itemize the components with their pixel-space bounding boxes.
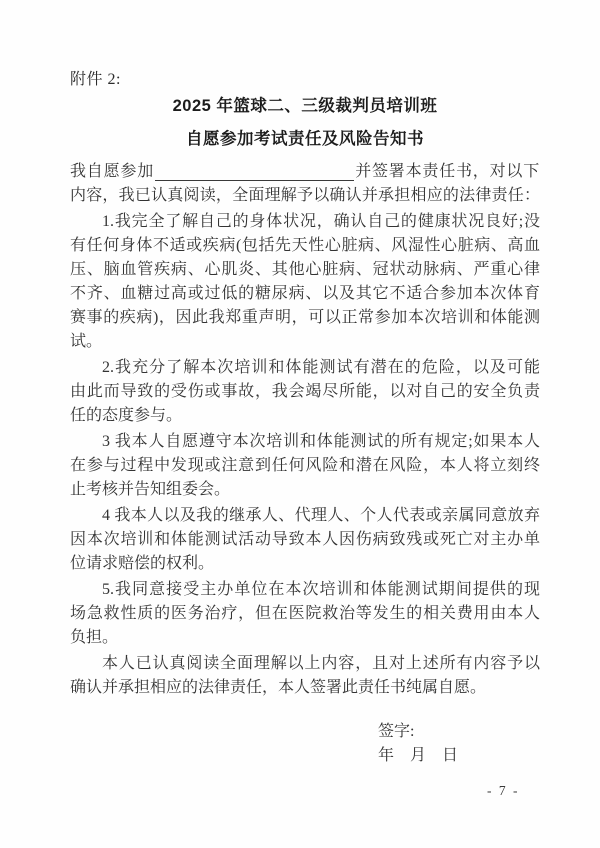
- opening-paragraph: [70, 160, 540, 208]
- signature-label: 签字:: [378, 723, 415, 740]
- body-paragraphs: [70, 210, 540, 700]
- opening-line-2: 内容，我已认真阅读，全面理解予以确认并承担相应的法律责任：: [70, 187, 540, 204]
- paragraph-line: 不齐、血糖过高或过低的糖尿病、以及其它不适合参加本次体育: [70, 285, 540, 302]
- attachment-label: 附件 2:: [70, 71, 121, 88]
- body-paragraph: [70, 652, 540, 700]
- paragraph-line: 由此而导致的受伤或事故，我会竭尽所能，以对自己的安全负责: [70, 383, 540, 400]
- paragraph-line: 本人已认真阅读全面理解以上内容，且对上述所有内容予以: [102, 655, 540, 672]
- paragraph-line: 任的态度参与。: [70, 407, 183, 424]
- paragraph-line: 赛事的疾病)，因此我郑重声明，可以正常参加本次培训和体能测: [70, 309, 540, 326]
- paragraph-line: 负担。: [70, 629, 119, 646]
- paragraph-line: 4 我本人以及我的继承人、代理人、个人代表或亲属同意放弃: [102, 507, 540, 524]
- paragraph-line: 2.我充分了解本次培训和体能测试有潜在的危险，以及可能: [102, 359, 540, 376]
- paragraph-line: 压、脑血管疾病、心肌炎、其他心脏病、冠状动脉病、严重心律: [70, 261, 540, 278]
- body-paragraph: [70, 578, 540, 650]
- doc-title-line1: 2025 年篮球二、三级裁判员培训班: [172, 97, 438, 115]
- paragraph-line: 确认并承担相应的法律责任，本人签署此责任书纯属自愿。: [70, 679, 487, 696]
- fill-in-blank: [155, 160, 354, 181]
- paragraph-line: 试。: [70, 333, 103, 350]
- opening-prefix: 我自愿参加: [70, 163, 155, 180]
- body-paragraph: [70, 210, 540, 354]
- document-content: [70, 70, 540, 768]
- doc-title-line2: 自愿参加考试责任及风险告知书: [186, 130, 424, 148]
- paragraph-line: 有任何身体不适或疾病(包括先天性心脏病、风湿性心脏病、高血: [70, 237, 540, 254]
- body-paragraph: [70, 504, 540, 576]
- date-label: 年 月 日: [378, 747, 459, 764]
- paragraph-line: 止考核并告知组委会。: [70, 481, 231, 498]
- body-paragraph: [70, 356, 540, 428]
- paragraph-line: 位请求赔偿的权利。: [70, 555, 215, 572]
- body-text: [70, 160, 540, 768]
- paragraph-line: 5.我同意接受主办单位在本次培训和体能测试期间提供的现: [102, 581, 540, 598]
- paragraph-line: 3 我本人自愿遵守本次培训和体能测试的所有规定;如果本人: [102, 433, 540, 450]
- opening-line: [70, 160, 540, 184]
- paragraph-line: 1.我完全了解自己的身体状况，确认自己的健康状况良好;没: [102, 213, 540, 230]
- paragraph-line: 在参与过程中发现或注意到任何风险和潜在风险，本人将立刻终: [70, 457, 540, 474]
- opening-suffix: 并签署本责任书，对以下: [355, 163, 540, 180]
- body-paragraph: [70, 430, 540, 502]
- paragraph-line: 场急救性质的医务治疗，但在医院救治等发生的相关费用由本人: [70, 605, 540, 622]
- paragraph-line: 因本次培训和体能测试活动导致本人因伤病致残或死亡对主办单: [70, 531, 540, 548]
- signature-block: [70, 720, 540, 768]
- page-number: - 7 -: [487, 783, 520, 798]
